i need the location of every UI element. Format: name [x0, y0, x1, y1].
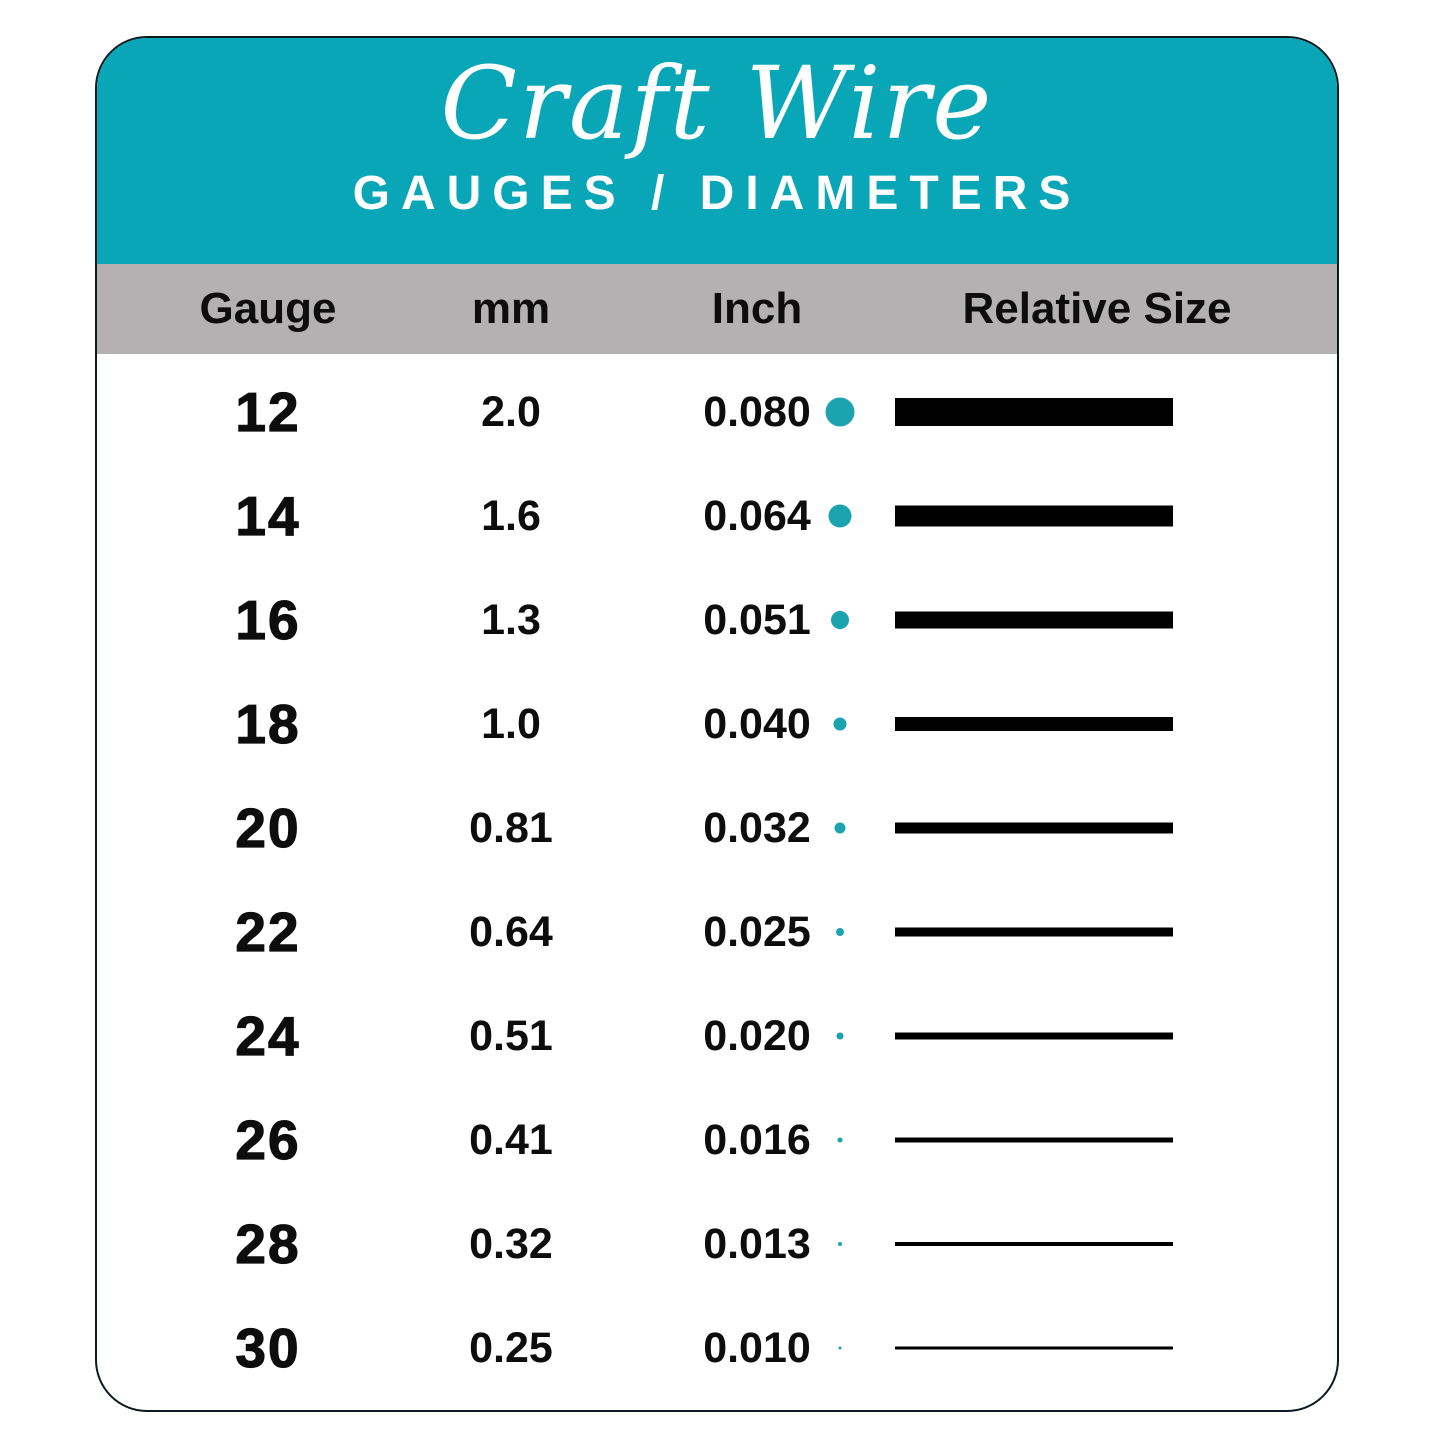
column-header-relative-size: Relative Size	[962, 284, 1232, 333]
inch-cell: 0.032	[703, 803, 811, 852]
table-row	[97, 360, 1337, 464]
relative-size-line	[895, 506, 1173, 527]
table-row	[97, 464, 1337, 568]
gauge-table	[97, 354, 1337, 1400]
relative-size-dot	[829, 505, 852, 528]
mm-cell: 2.0	[481, 387, 541, 436]
gauge-cell: 24	[235, 1005, 301, 1067]
gauge-cell: 28	[235, 1213, 301, 1275]
gauge-cell: 14	[235, 485, 301, 547]
relative-size-dot	[838, 1138, 843, 1143]
gauge-cell: 12	[235, 381, 301, 443]
relative-size-line	[895, 717, 1173, 731]
relative-size-dot	[836, 928, 844, 936]
relative-size-line	[895, 398, 1173, 426]
relative-size-line	[895, 823, 1173, 834]
table-row	[97, 568, 1337, 672]
inch-cell: 0.064	[703, 491, 811, 540]
card-header	[97, 38, 1337, 264]
relative-size-line	[895, 928, 1173, 937]
column-header-mm: mm	[471, 284, 551, 333]
inch-cell: 0.016	[703, 1115, 811, 1164]
inch-cell: 0.013	[703, 1219, 811, 1268]
gauge-cell: 20	[235, 797, 301, 859]
relative-size-dot	[831, 611, 849, 629]
relative-size-line	[895, 612, 1173, 629]
relative-size-line	[895, 1138, 1173, 1143]
mm-cell: 0.81	[469, 803, 553, 852]
inch-cell: 0.010	[703, 1323, 811, 1372]
gauge-cell: 26	[235, 1109, 301, 1171]
relative-size-dot	[838, 1242, 842, 1246]
mm-cell: 0.25	[469, 1323, 553, 1372]
page-title: Craft Wire	[440, 45, 994, 162]
mm-cell: 0.32	[469, 1219, 553, 1268]
relative-size-line	[895, 1242, 1173, 1246]
page-subtitle: GAUGES / DIAMETERS	[352, 167, 1082, 220]
relative-size-dot	[834, 718, 847, 731]
table-row	[97, 1192, 1337, 1296]
mm-cell: 1.3	[481, 595, 541, 644]
mm-cell: 0.41	[469, 1115, 553, 1164]
mm-cell: 0.51	[469, 1011, 553, 1060]
relative-size-dot	[839, 1347, 842, 1350]
relative-size-dot	[826, 398, 855, 427]
table-row	[97, 880, 1337, 984]
gauge-cell: 22	[235, 901, 301, 963]
mm-cell: 0.64	[469, 907, 553, 956]
column-header-gauge: Gauge	[199, 284, 337, 333]
table-row	[97, 776, 1337, 880]
gauge-cell: 16	[235, 589, 301, 651]
table-row	[97, 1088, 1337, 1192]
table-row	[97, 1296, 1337, 1400]
inch-cell: 0.080	[703, 387, 811, 436]
relative-size-line	[895, 1347, 1173, 1350]
inch-cell: 0.025	[703, 907, 811, 956]
mm-cell: 1.0	[481, 699, 541, 748]
table-row	[97, 984, 1337, 1088]
gauge-cell: 18	[235, 693, 301, 755]
table-row	[97, 672, 1337, 776]
column-header-bar	[97, 264, 1337, 354]
gauge-cell: 30	[235, 1317, 301, 1379]
relative-size-line	[895, 1033, 1173, 1040]
relative-size-dot	[837, 1033, 844, 1040]
column-header-inch: Inch	[711, 284, 803, 333]
craft-wire-card	[95, 36, 1339, 1412]
relative-size-dot	[835, 823, 846, 834]
mm-cell: 1.6	[481, 491, 541, 540]
inch-cell: 0.020	[703, 1011, 811, 1060]
inch-cell: 0.051	[703, 595, 811, 644]
inch-cell: 0.040	[703, 699, 811, 748]
